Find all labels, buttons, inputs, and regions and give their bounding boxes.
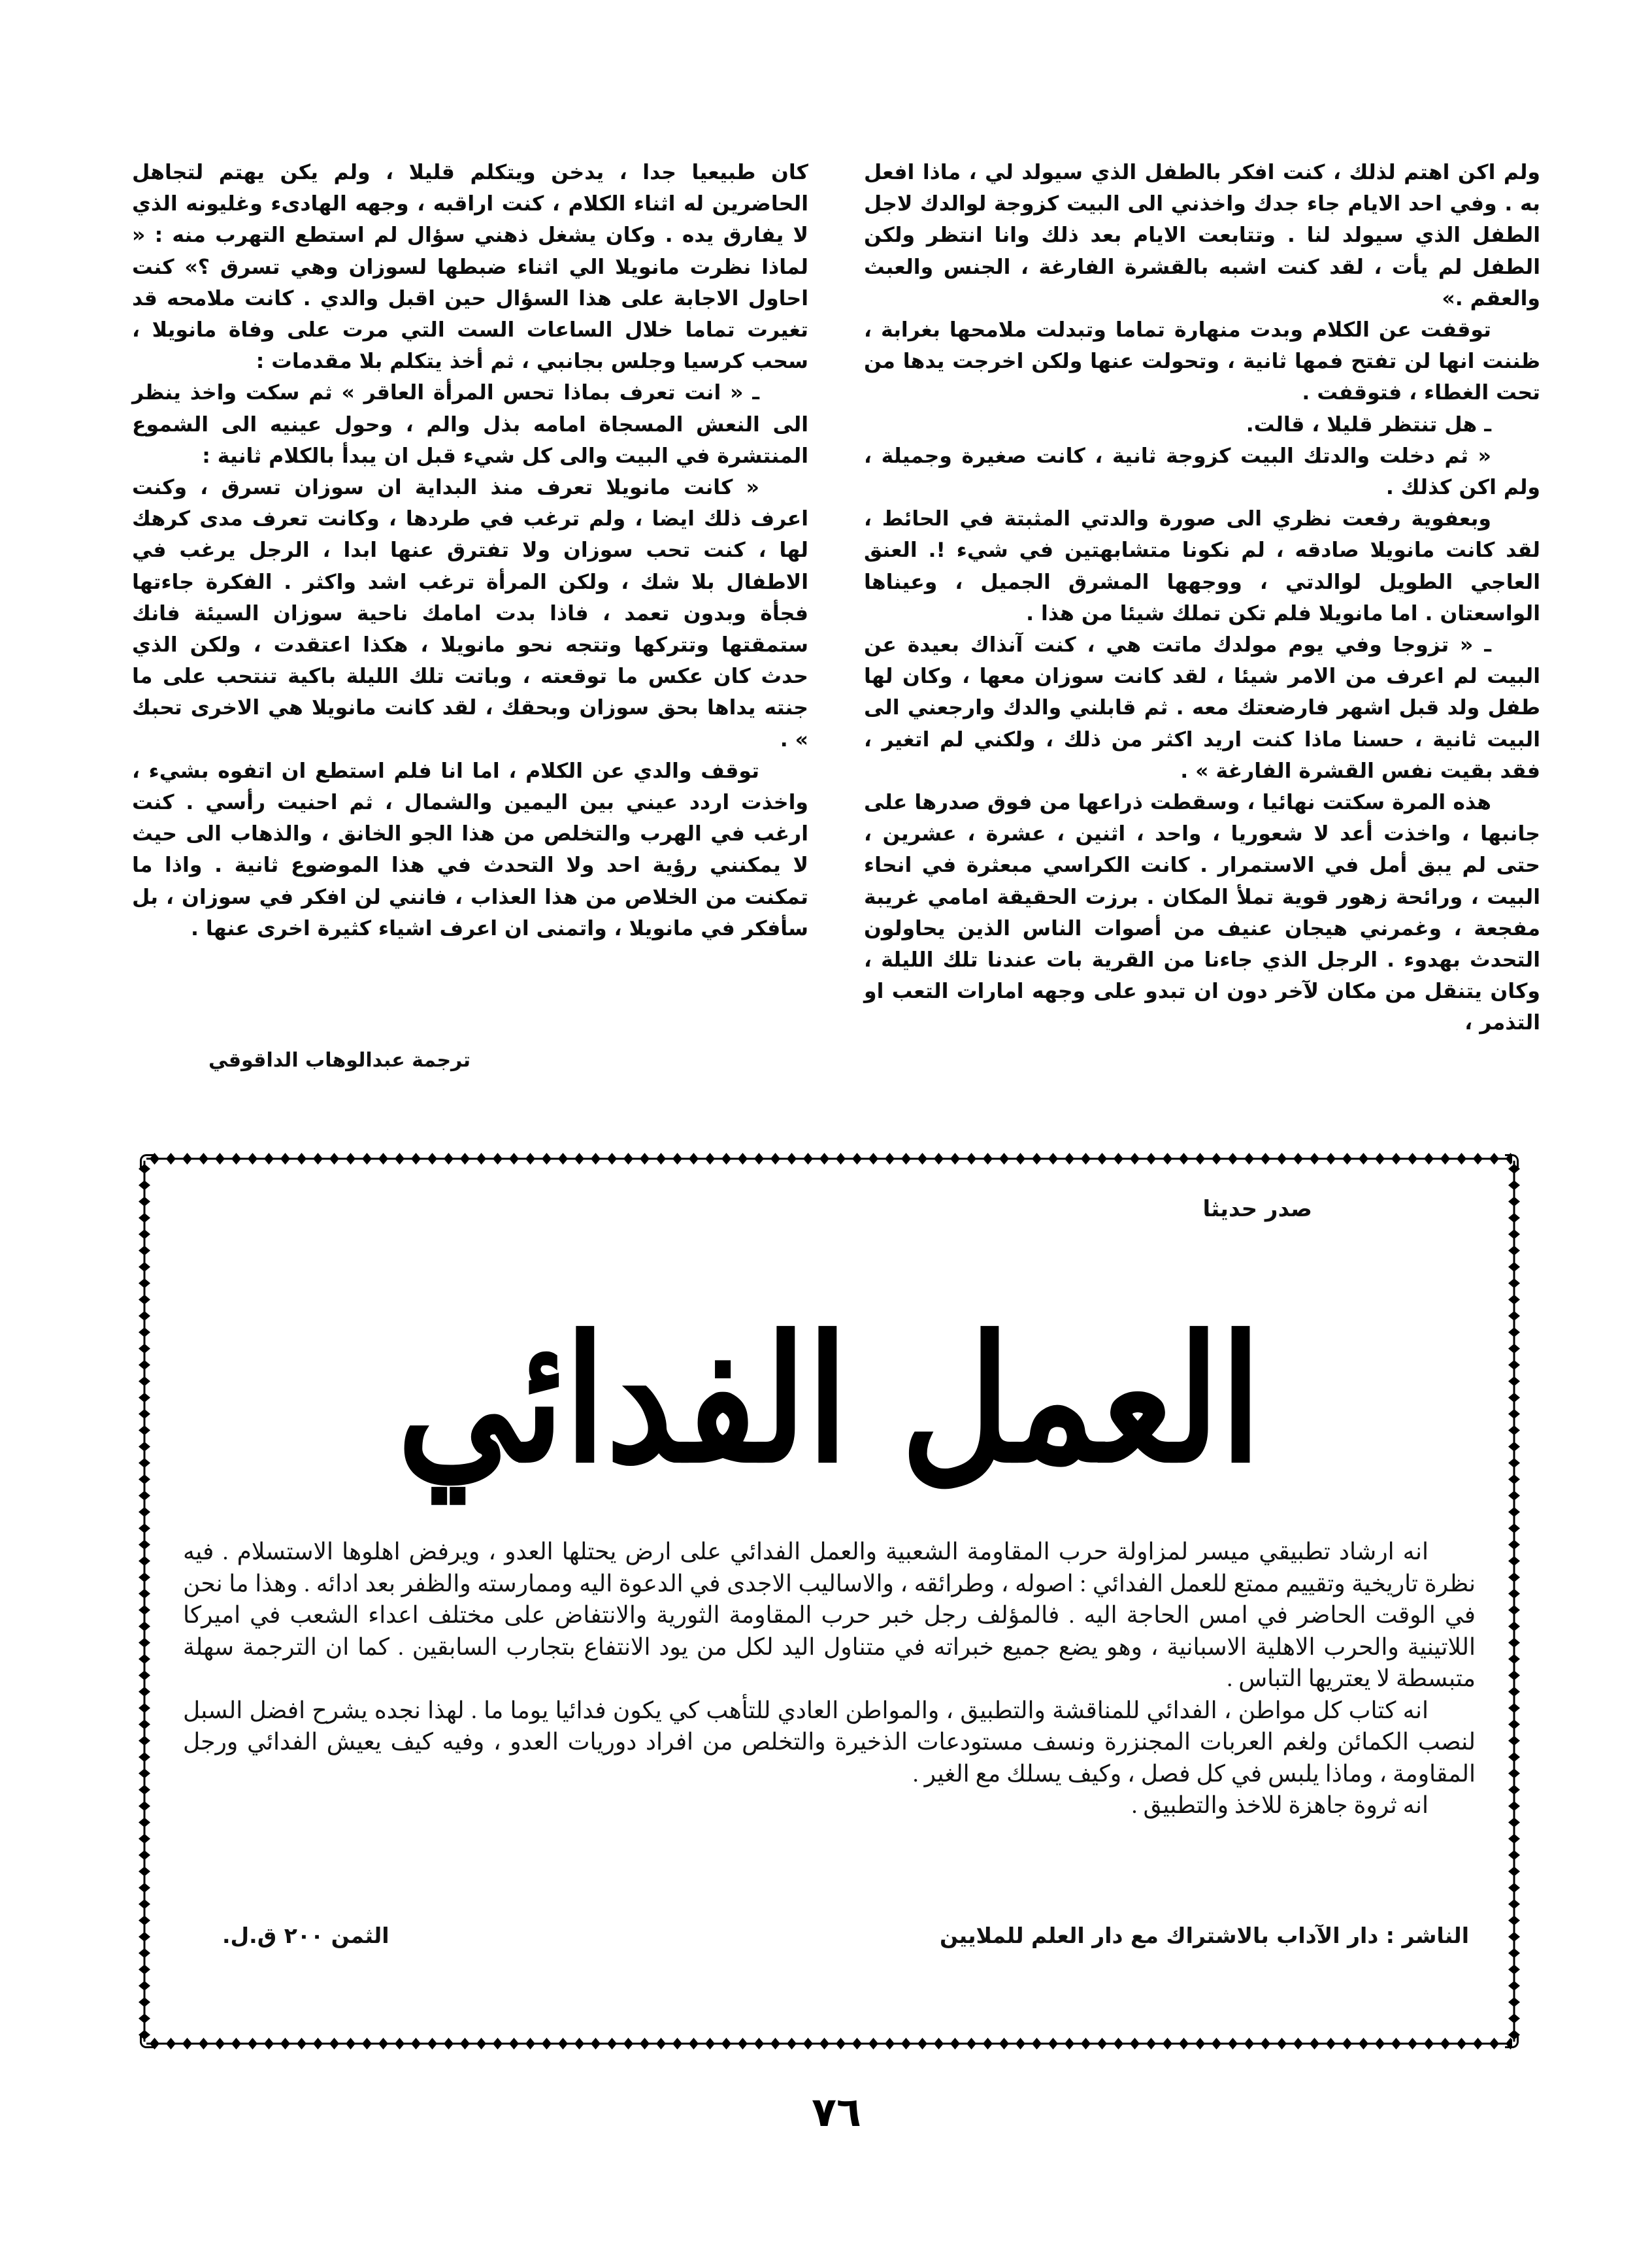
article-paragraph: ـ « انت تعرف بماذا تحس المرأة العاقر » ثم سكت واخذ ينظر الى النعش المسجاة امامه بذل والم ، وحول عينيه الى الشموع المنتشرة في البيت والى كل شيء قبل ان يبدأ بالكلام ثانية : [132,381,808,468]
article-paragraph: كان طبيعيا جدا ، يدخن ويتكلم قليلا ، ولم يكن يهتم لتجاهل الحاضرين له اثناء الكلام ، كنت اراقبه ، وجهه الهادىء وغليونه الذي لا يفارق يده . وكان يشغل ذهني سؤال لم استطع التهرب منه : « لماذا نظرت مانويلا الي اثناء ضبطها لسوزان وهي تسرق ؟» كنت احاول الاجابة على هذا السؤال حين اقبل والدي . كانت ملامحه قد تغيرت تماما خلال الساعات الست التي مرت على وفاة مانويلا ، سحب كرسيا وجلس بجانبي ، ثم أخذ يتكلم بلا مقدمات : [132,161,808,374]
ad-paragraph: انه ثروة جاهزة للاخذ والتطبيق . [1131,1792,1429,1818]
article-paragraph: توقفت عن الكلام وبدت منهارة تماما وتبدلت ملامحها بغرابة ، ظننت انها لن تفتح فمها ثانية ، وتحولت عنها ولكن اخرجت يدها من تحت الغطاء ، فتوقفت . [864,318,1540,405]
article-paragraph: « كانت مانويلا تعرف منذ البداية ان سوزان تسرق ، وكنت اعرف ذلك ايضا ، ولم ترغب في طردها ، وكانت تعرف مدى كرهك لها ، كنت تحب سوزان ولا تفترق عنها ابدا ، الرجل يرغب في الاطفال بلا شك ، ولكن المرأة ترغب اشد واكثر . الفكرة جاءتها فجأة وبدون تعمد ، فاذا بدت امامك ناحية سوزان السيئة فانك ستمقتها وتتركها وتتجه نحو مانويلا ، هكذا اعتقدت ، ولكن الذي حدث كان عكس ما توقعته ، وباتت تلك الليلة باكية تنتحب على ما جنته يداها بحق سوزان وبحقك ، لقد كانت مانويلا هي الاخرى تحبك » . [132,476,808,752]
article-paragraph: ـ « تزوجا وفي يوم مولدك ماتت هي ، كنت آنذاك بعيدة عن البيت لم اعرف من الامر شيئا ، لقد كانت سوزان معها ، وكان لها طفل ولد قبل اشهر فارضعتك معه . ثم قابلني والدك وارجعني الى البيت ثانية ، حسنا ماذا كنت اريد اكثر من ذلك ، ولكني لم اتغير ، فقد بقيت نفس القشرة الفارغة » . [864,633,1540,783]
article-paragraph: هذه المرة سكتت نهائيا ، وسقطت ذراعها من فوق صدرها على جانبها ، واخذت أعد لا شعوريا ، واحد ، اثنين ، عشرة ، عشرين ، حتى لم يبق أمل في الاستمرار . كانت الكراسي مبعثرة في انحاء البيت ، ورائحة زهور قوية تملأ المكان . برزت الحقيقة امامي غريبة مفجعة ، وغمرني هيجان عنيف من أصوات الناس الذين يحاولون التحدث بهدوء . الرجل الذي جاءنا من القرية بات عندنا تلك الليلة ، وكان يتنقل من مكان لآخر دون ان تبدو على وجهه امارات التعب او التذمر ، [864,791,1540,1035]
article-paragraph: وبعفوية رفعت نظري الى صورة والدتي المثبتة في الحائط ، لقد كانت مانويلا صادقه ، لم نكونا متشابهتين في شيء !. العنق العاجي الطويل لوالدتي ، ووجهها المشرق الجميل ، وعيناها الواسعتان . اما مانويلا فلم تكن تملك شيئا من هذا . [864,507,1540,625]
border-corner-icon [140,2034,154,2048]
article-paragraph: توقف والدي عن الكلام ، اما انا فلم استطع ان اتفوه بشيء ، واخذت اردد عيني بين اليمين والشمال ، ثم احنيت رأسي . كنت ارغب في الهرب والتخلص من هذا الجو الخانق ، والذهاب الى حيث لا يمكنني رؤية احد ولا التحدث في هذا الموضوع ثانية . واذا ما تمكنت من الخلاص من هذا العذاب ، فانني لن افكر في سوزان ، بل سأفكر في مانويلا ، واتمنى ان اعرف اشياء كثيرة اخرى عنها . [132,759,808,940]
price-label: الثمن ٢٠٠ ق.ل. [222,1923,389,1948]
page-number: ٧٦ [812,2088,861,2136]
book-advertisement [137,1152,1521,2051]
border-corner-icon [1505,1154,1519,1168]
article-paragraph: ولم اكن اهتم لذلك ، كنت افكر بالطفل الذي سيولد لي ، ماذا افعل به . وفي احد الايام جاء جدك واخذني الى البيت كزوجة لوالدك لاجل الطفل الذي سيولد لنا . وتتابعت الايام بعد ذلك وانا انتظر ولكن الطفل لم يأت ، لقد كنت اشبه بالقشرة الفارغة ، الجنس والعبث والعقم .» [864,161,1540,310]
publisher-line: الناشر : دار الآداب بالاشتراك مع دار العلم للملايين [939,1923,1469,1948]
border-corner-icon [140,1154,154,1168]
diamond-border-bottom [146,2036,1512,2051]
diamond-border-top [146,1152,1512,1166]
ad-kicker: صدر حديثا [1202,1196,1312,1222]
article-column-right [864,157,1540,1039]
ad-footer [222,1923,1469,1948]
ad-paragraph: انه كتاب كل مواطن ، الفدائي للمناقشة والتطبيق ، والمواطن العادي للتأهب كي يكون فدائيا يوما ما . لهذا نجده يشرح افضل السبل لنصب الكمائن ولغم العربات المجنزرة ونسف مستودعات الذخيرة والتخلص من افراد دوريات العدو ، وفيه كيف يعيش الفدائي ورجل المقاومة ، وماذا يلبس في كل فصل ، وكيف يسلك مع الغير . [183,1697,1476,1787]
book-title: العمل الفدائي [397,1298,1262,1502]
border-corner-icon [1505,2034,1519,2048]
ad-paragraph: انه ارشاد تطبيقي ميسر لمزاولة حرب المقاومة الشعبية والعمل الفدائي على ارض يحتلها العدو ، ويرفض اهلوها الاستسلام . فيه نظرة تاريخية وتقييم ممتع للعمل الفدائي : اصوله ، وطرائقه ، والاساليب الاجدى في الدعوة اليه وممارسته والظفر بعد ادائه . وهذا ما نحن في الوقت الحاضر في امس الحاجة اليه . فالمؤلف رجل خبر حرب المقاومة الثورية والانتفاض على مختلف اعداء الشعب في اميركا اللاتينية والحرب الاهلية الاسبانية ، وهو يضع جميع خبراته في متناول اليد لكل من يود الانتفاع بتجارب السابقين . كما ان الترجمة سهلة متبسطة لا يعتريها التباس . [183,1538,1476,1691]
article-column-left [132,157,808,944]
ad-description [183,1536,1476,1821]
article-paragraph: « ثم دخلت والدتك البيت كزوجة ثانية ، كانت صغيرة وجميلة ، ولم اكن كذلك . [864,444,1540,500]
article-paragraph: ـ هل تنتظر قليلا ، قالت. [1246,412,1491,437]
translator-credit: ترجمة عبدالوهاب الداقوقي [208,1049,471,1072]
